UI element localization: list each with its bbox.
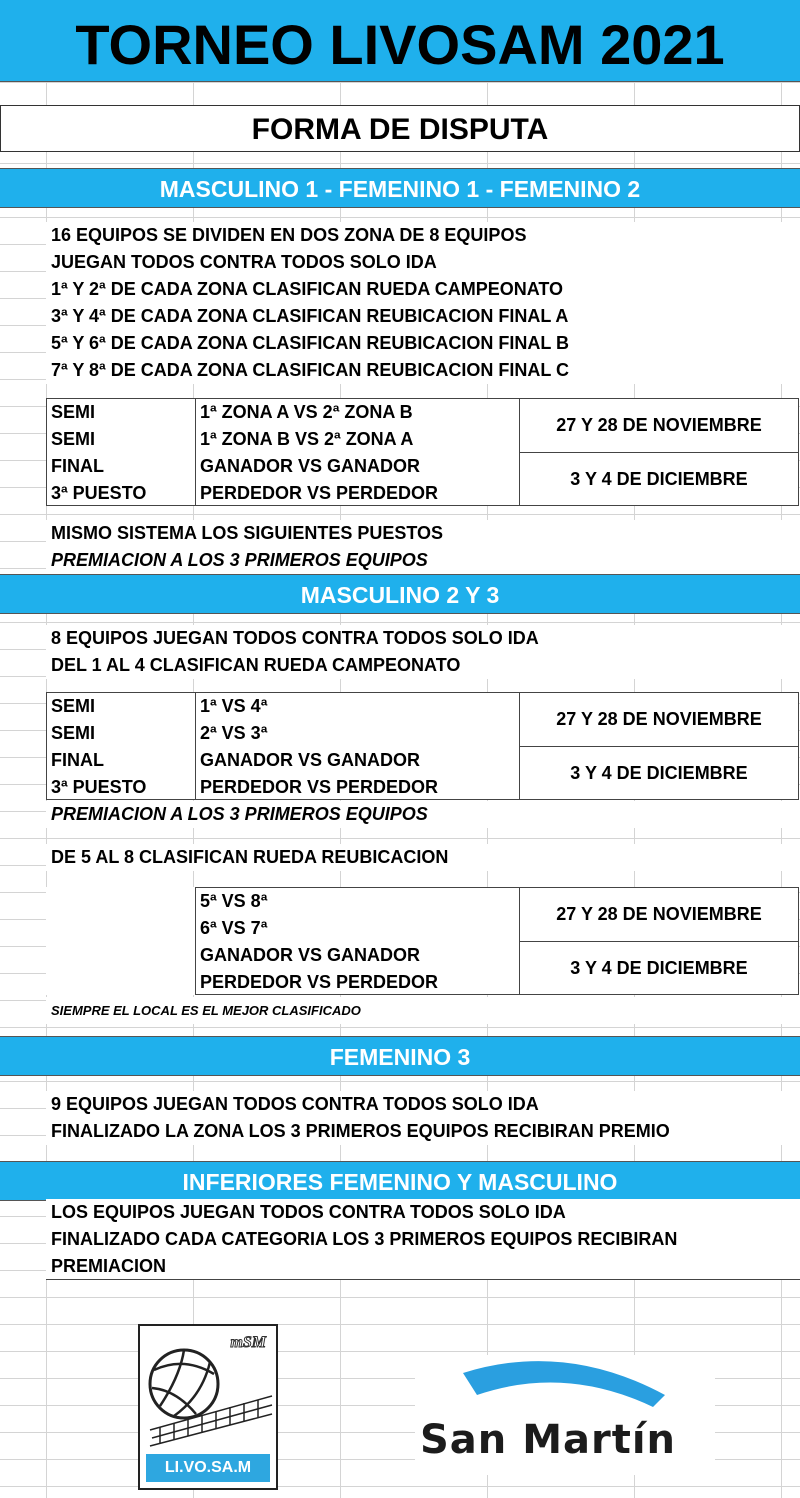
section4-line: PREMIACION <box>51 1256 167 1276</box>
phase-cell: SEMI <box>51 723 96 743</box>
livosam-logo <box>138 1324 278 1490</box>
phase-column <box>46 692 196 800</box>
prize-note: PREMIACION A LOS 3 PRIMEROS EQUIPOS <box>51 804 428 824</box>
phase-cell: 3ª PUESTO <box>51 483 147 503</box>
page-subtitle: FORMA DE DISPUTA <box>0 105 800 152</box>
section1-line: 5ª Y 6ª DE CADA ZONA CLASIFICAN REUBICACION FINAL B <box>51 333 570 353</box>
match-column <box>195 692 520 800</box>
section4-line: FINALIZADO CADA CATEGORIA LOS 3 PRIMEROS EQUIPOS RECIBIRAN <box>51 1229 678 1249</box>
phase-cell: FINAL <box>51 750 104 770</box>
date-cell: 27 Y 28 DE NOVIEMBRE <box>519 887 799 942</box>
match-cell: 6ª VS 7ª <box>200 918 268 938</box>
page-title: TORNEO LIVOSAM 2021 <box>0 0 800 82</box>
match-cell: PERDEDOR VS PERDEDOR <box>200 777 439 797</box>
phase-cell: SEMI <box>51 696 96 716</box>
section-header-masculino-1: MASCULINO 1 - FEMENINO 1 - FEMENINO 2 <box>0 168 800 208</box>
section1-line: JUEGAN TODOS CONTRA TODOS SOLO IDA <box>51 252 437 272</box>
prize-note: PREMIACION A LOS 3 PRIMEROS EQUIPOS <box>51 550 428 570</box>
san-martin-arc-icon <box>415 1355 715 1415</box>
match-cell: 1ª ZONA A VS 2ª ZONA B <box>200 402 413 422</box>
match-cell: GANADOR VS GANADOR <box>200 750 421 770</box>
match-cell: 5ª VS 8ª <box>200 891 268 911</box>
section-header-masculino-2-3: MASCULINO 2 Y 3 <box>0 574 800 614</box>
match-cell: 1ª ZONA B VS 2ª ZONA A <box>200 429 414 449</box>
date-cell: 3 Y 4 DE DICIEMBRE <box>519 941 799 995</box>
section1-line: 7ª Y 8ª DE CADA ZONA CLASIFICAN REUBICACION FINAL C <box>51 360 570 380</box>
section2-line: DEL 1 AL 4 CLASIFICAN RUEDA CAMPEONATO <box>51 655 461 675</box>
livosam-mark: mSM <box>230 1334 266 1351</box>
date-cell: 3 Y 4 DE DICIEMBRE <box>519 746 799 800</box>
section1-line: 16 EQUIPOS SE DIVIDEN EN DOS ZONA DE 8 EQUIPOS <box>51 225 527 245</box>
match-cell: 2ª VS 3ª <box>200 723 268 743</box>
local-note: SIEMPRE EL LOCAL ES EL MEJOR CLASIFICADO <box>51 1003 361 1018</box>
phase-cell: SEMI <box>51 429 96 449</box>
empty-phase-column <box>46 887 196 995</box>
phase-cell: SEMI <box>51 402 96 422</box>
phase-column <box>46 398 196 506</box>
section3-line: 9 EQUIPOS JUEGAN TODOS CONTRA TODOS SOLO IDA <box>51 1094 539 1114</box>
date-cell: 27 Y 28 DE NOVIEMBRE <box>519 692 799 747</box>
phase-cell: 3ª PUESTO <box>51 777 147 797</box>
match-cell: PERDEDOR VS PERDEDOR <box>200 483 439 503</box>
section4-line: LOS EQUIPOS JUEGAN TODOS CONTRA TODOS SOLO IDA <box>51 1202 566 1222</box>
section1-line: 1ª Y 2ª DE CADA ZONA CLASIFICAN RUEDA CAMPEONATO <box>51 279 564 299</box>
section-header-femenino-3: FEMENINO 3 <box>0 1036 800 1076</box>
section1-footer-line: MISMO SISTEMA LOS SIGUIENTES PUESTOS <box>51 523 444 543</box>
match-column <box>195 887 520 995</box>
san-martin-logo <box>415 1355 715 1475</box>
phase-cell: FINAL <box>51 456 104 476</box>
match-cell: 1ª VS 4ª <box>200 696 268 716</box>
section-header-inferiores: INFERIORES FEMENINO Y MASCULINO <box>0 1161 800 1201</box>
match-cell: GANADOR VS GANADOR <box>200 945 421 965</box>
san-martin-label: San Martín <box>420 1417 677 1463</box>
section1-line: 3ª Y 4ª DE CADA ZONA CLASIFICAN REUBICACION FINAL A <box>51 306 569 326</box>
match-cell: GANADOR VS GANADOR <box>200 456 421 476</box>
section2-line: 8 EQUIPOS JUEGAN TODOS CONTRA TODOS SOLO IDA <box>51 628 539 648</box>
date-cell: 3 Y 4 DE DICIEMBRE <box>519 452 799 506</box>
match-cell: PERDEDOR VS PERDEDOR <box>200 972 439 992</box>
reubicacion-line: DE 5 AL 8 CLASIFICAN RUEDA REUBICACION <box>51 847 449 867</box>
date-cell: 27 Y 28 DE NOVIEMBRE <box>519 398 799 453</box>
section3-line: FINALIZADO LA ZONA LOS 3 PRIMEROS EQUIPOS RECIBIRAN PREMIO <box>51 1121 670 1141</box>
match-column <box>195 398 520 506</box>
livosam-label: LI.VO.SA.M <box>146 1454 270 1482</box>
